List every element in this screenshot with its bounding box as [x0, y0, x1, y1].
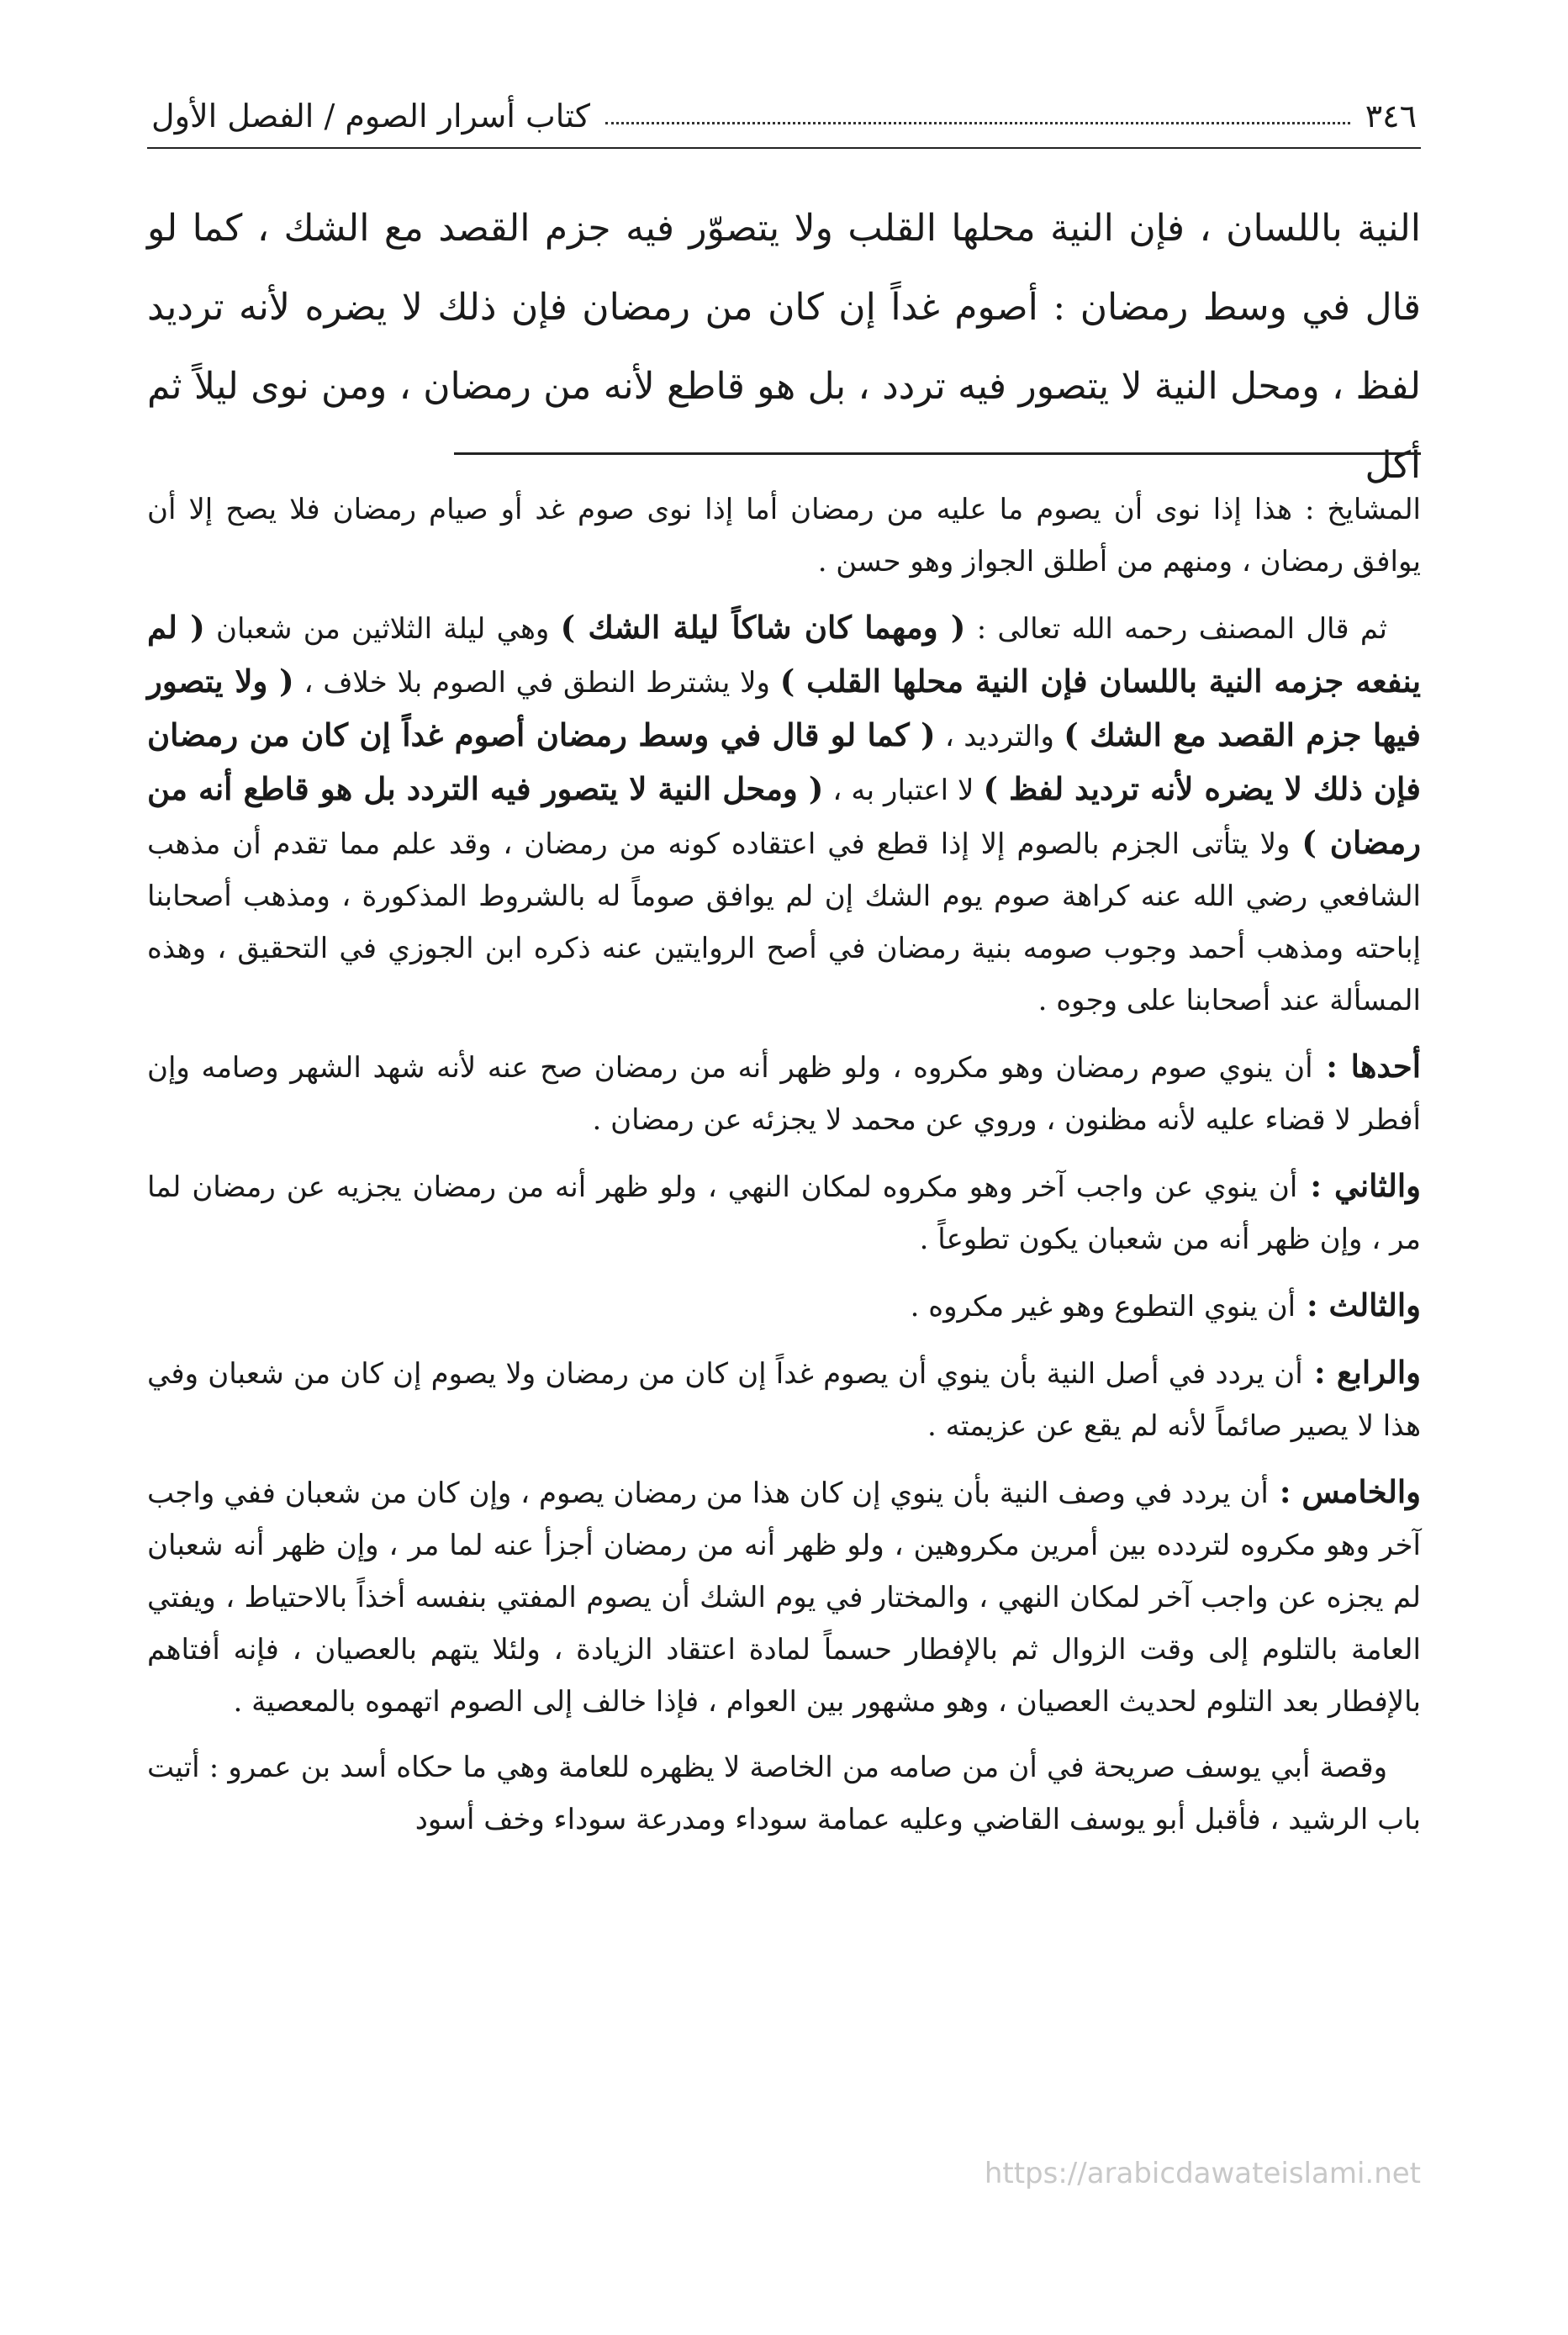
quoted-matn: ( ومهما كان شاكاً ليلة الشك ): [560, 609, 966, 646]
case-text: أن يردد في أصل النية بأن ينوي أن يصوم غداً إن كان من رمضان ولا يصوم إن كان من شعبان وفي هذا لا يصير صائماً لأنه لم يقع عن عزيمته .: [147, 1357, 1421, 1443]
case-third: [147, 1279, 1421, 1333]
watermark-url: https://arabicdawateislami.net: [984, 2157, 1421, 2190]
case-second: [147, 1160, 1421, 1265]
case-lead: أحدها :: [1312, 1048, 1421, 1085]
case-text: أن ينوي التطوع وهو غير مكروه .: [910, 1290, 1296, 1323]
case-first: [147, 1040, 1421, 1146]
case-lead: والثالث :: [1296, 1286, 1421, 1323]
commentary-text: ولا يتأتى الجزم بالصوم إلا إذا قطع في اعتقاده كونه من رمضان ، وقد علم مما تقدم أن مذهب الشافعي رضي الله عنه كراهة صوم يوم الشك إن لم يوافق صوماً له بالشروط المذكورة ، ومذهب أصحابنا إباحته ومذهب أحمد وجوب صومه بنية رمضان في أصح الروايتين عنه ذكره ابن الجوزي في التحقيق ، وهذه المسألة عند أصحابنا على وجوه .: [147, 827, 1421, 1017]
case-text: أن يردد في وصف النية بأن ينوي إن كان هذا من رمضان يصوم ، وإن كان من شعبان ففي واجب آخر وهو مكروه لتردده بين أمرين مكروهين ، ولو ظهر أنه من رمضان أجزأ عنه لما مر ، وإن ظهر أنه شعبان لم يجزه عن واجب آخر لمكان النهي ، والمختار في يوم الشك أن يصوم المفتي بنفسه أخذاً بالاحتياط ، ويفتي العامة بالتلوم إلى وقت الزوال ثم بالإفطار حسماً لمادة اعتقاد الزيادة ، ولئلا يتهم بالعصيان ، فإنه أفتاهم بالإفطار بعد التلوم لحديث العصيان ، وهو مشهور بين العوام ، فإذا خالف إلى الصوم اتهموه بالمعصية .: [147, 1477, 1421, 1719]
main-paragraph: النية باللسان ، فإن النية محلها القلب ولا يتصوّر فيه جزم القصد مع الشك ، كما لو قال في وسط رمضان : أصوم غداً إن كان من رمضان فإن ذلك لا يضره لأنه ترديد لفظ ، ومحل النية لا يتصور فيه تردد ، بل هو قاطع لأنه من رمضان ، ومن نوى ليلاً ثم أكل: [147, 207, 1421, 487]
case-text: أن ينوي عن واجب آخر وهو مكروه لمكان النهي ، ولو ظهر أنه من رمضان يجزيه عن رمضان لما مر ، وإن ظهر أنه من شعبان يكون تطوعاً .: [147, 1170, 1421, 1256]
case-lead: والثاني :: [1297, 1167, 1421, 1204]
case-lead: والرابع :: [1302, 1354, 1422, 1391]
commentary-separator: [454, 452, 1421, 455]
running-title: كتاب أسرار الصوم / الفصل الأول: [151, 98, 590, 135]
commentary-block: [147, 483, 1421, 1859]
quoted-matn: ( ولا يتصور فيها جزم القصد مع الشك ): [147, 663, 1421, 753]
commentary-text: ثم قال المصنف رحمه الله تعالى :: [965, 612, 1388, 646]
commentary-paragraph-last: وقصة أبي يوسف صريحة في أن من صامه من الخاصة لا يظهره للعامة وهي ما حكاه أسد بن عمرو : أتيت باب الرشيد ، فأقبل أبو يوسف القاضي وعليه عمامة سوداء ومدرعة سوداء وخف أسود: [147, 1751, 1421, 1836]
quoted-matn: ( كما لو قال في وسط رمضان أصوم غداً إن كان من رمضان فإن ذلك لا يضره لأنه ترديد لفظ ): [147, 716, 1421, 807]
commentary-paragraph-2: [147, 601, 1421, 1027]
header-rule: [147, 147, 1421, 149]
commentary-text: لا اعتبار به ،: [823, 774, 984, 807]
quoted-matn: ( ومحل النية لا يتصور فيه التردد بل هو قاطع أنه من رمضان ): [147, 770, 1422, 861]
case-fifth: [147, 1466, 1421, 1728]
case-text: أن ينوي صوم رمضان وهو مكروه ، ولو ظهر أنه من رمضان صح عنه لأنه شهد الشهر وصامه وإن أفطر لا قضاء عليه لأنه مظنون ، وروي عن محمد لا يجزئه عن رمضان .: [147, 1051, 1421, 1137]
quoted-matn: ( لم ينفعه جزمه النية باللسان فإن النية محلها القلب ): [147, 609, 1421, 700]
commentary-paragraph-1: المشايخ : هذا إذا نوى أن يصوم ما عليه من رمضان أما إذا نوى صوم غد أو صيام رمضان فلا يصح إلا أن يوافق رمضان ، ومنهم من أطلق الجواز وهو حسن .: [147, 493, 1421, 578]
commentary-text: وهي ليلة الثلاثين من شعبان: [204, 612, 561, 646]
header-leader-dots: [605, 122, 1350, 124]
main-text-block: [147, 189, 1421, 505]
page-header: [151, 91, 1417, 141]
page-number: ٣٤٦: [1365, 98, 1417, 135]
case-fourth: [147, 1346, 1421, 1452]
commentary-text: ولا يشترط النطق في الصوم بلا خلاف ،: [293, 666, 780, 700]
commentary-text: والترديد ،: [935, 720, 1064, 753]
case-lead: والخامس :: [1268, 1473, 1421, 1510]
